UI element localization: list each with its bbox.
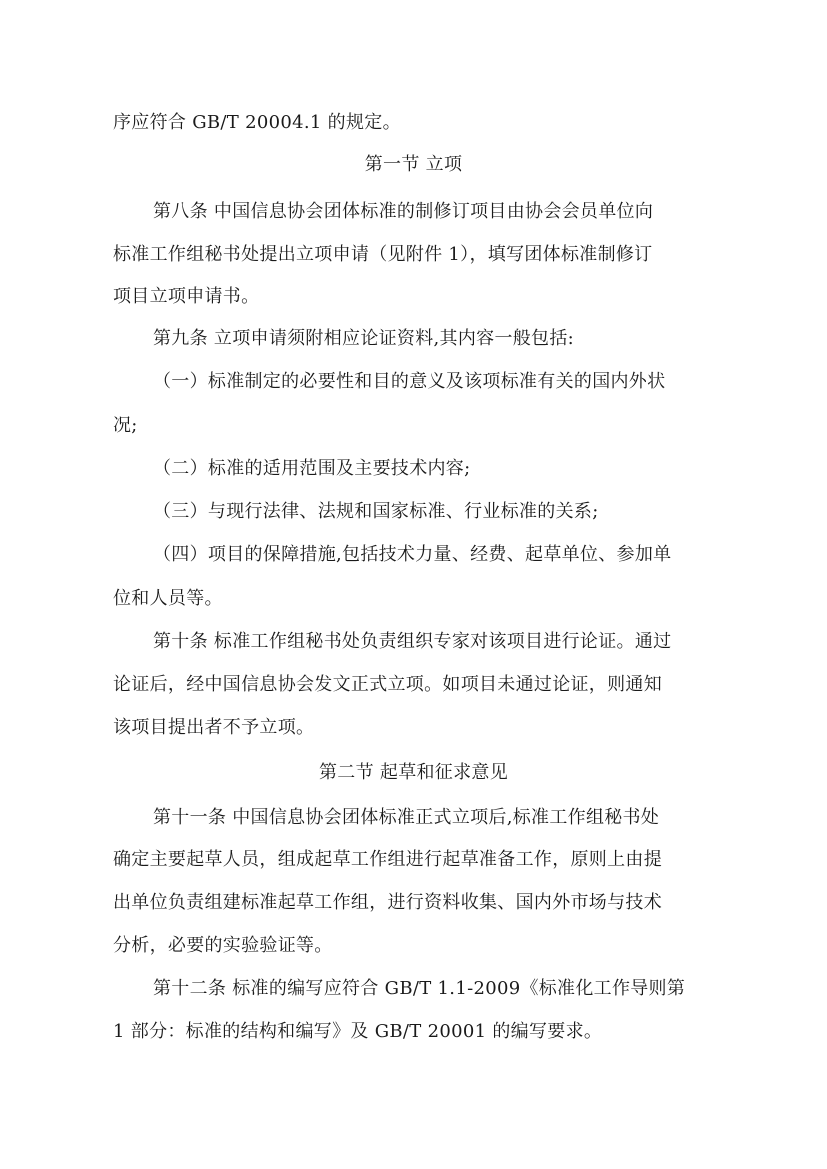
- text-line: 序应符合 GB/T 20004.1 的规定。: [113, 112, 401, 133]
- article-11-line-4: 分析，必要的实验验证等。: [113, 935, 333, 956]
- item-1-line-2: 况;: [113, 415, 138, 436]
- section-heading-2: 第二节 起草和征求意见: [318, 762, 509, 783]
- article-9-line-1: 第九条 立项申请须附相应论证资料,其内容一般包括:: [153, 328, 575, 349]
- article-8-line-3: 项目立项申请书。: [113, 286, 260, 307]
- article-8-line-1: 第八条 中国信息协会团体标准的制修订项目由协会会员单位向: [153, 201, 654, 222]
- article-12-line-1: 第十二条 标准的编写应符合 GB/T 1.1-2009《标准化工作导则第: [153, 978, 686, 999]
- article-10-line-3: 该项目提出者不予立项。: [113, 717, 315, 738]
- article-10-line-2: 论证后，经中国信息协会发文正式立项。如项目未通过论证，则通知: [113, 674, 662, 695]
- article-8-line-2: 标准工作组秘书处提出立项申请（见附件 1），填写团体标准制修订: [113, 244, 653, 265]
- item-4-line-2: 位和人员等。: [113, 588, 223, 609]
- section-heading-1: 第一节 立项: [364, 154, 463, 175]
- item-2-line: （二）标准的适用范围及主要技术内容;: [153, 458, 471, 479]
- article-11-line-2: 确定主要起草人员，组成起草工作组进行起草准备工作，原则上由提: [113, 849, 662, 870]
- article-12-line-2: 1 部分：标准的结构和编写》及 GB/T 20001 的编写要求。: [113, 1021, 603, 1042]
- item-4-line-1: （四）项目的保障措施,包括技术力量、经费、起草单位、参加单: [153, 544, 672, 565]
- item-1-line-1: （一）标准制定的必要性和目的意义及该项标准有关的国内外状: [153, 371, 666, 392]
- article-11-line-3: 出单位负责组建标准起草工作组，进行资料收集、国内外市场与技术: [113, 892, 662, 913]
- article-10-line-1: 第十条 标准工作组秘书处负责组织专家对该项目进行论证。通过: [153, 631, 672, 652]
- article-11-line-1: 第十一条 中国信息协会团体标准正式立项后,标准工作组秘书处: [153, 807, 660, 828]
- item-3-line: （三）与现行法律、法规和国家标准、行业标准的关系;: [153, 501, 599, 522]
